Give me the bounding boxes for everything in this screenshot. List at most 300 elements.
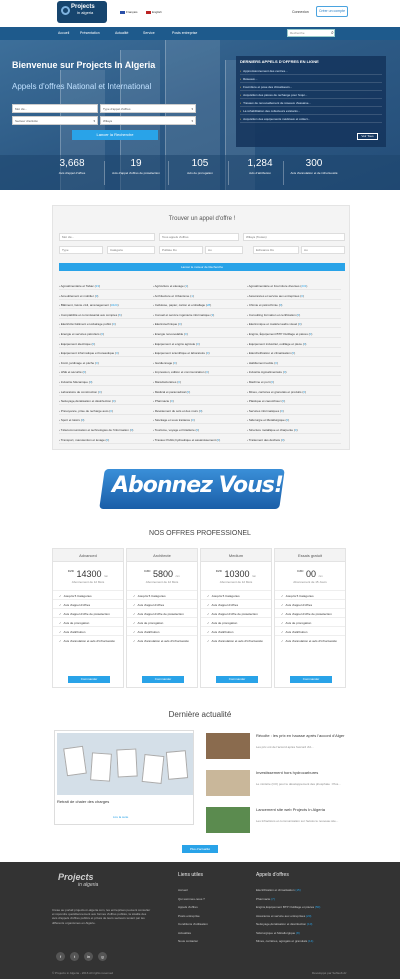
sector-link[interactable]: › Nettoyage,dératisation et désinfection (0)	[59, 397, 153, 405]
stat-number: 300	[305, 158, 323, 169]
sector-link[interactable]: › Sport et loisirs (0)	[59, 416, 153, 424]
sector-label: Télécommunication et technologies de l'information	[60, 428, 129, 432]
sector-count: 0	[192, 418, 194, 423]
news-excerpt: Le ministre (CO) pour le développement des phosphate : Plus...	[256, 782, 341, 786]
sector-link[interactable]: › Engins, Équipement BTP Outillage et pièces (0)	[247, 330, 341, 338]
latest-tenders-title: DERNIERS APPELS D'OFFRES EN LIGNE	[240, 59, 319, 64]
chevron-right-icon: ›	[153, 322, 155, 327]
sector-link[interactable]: › Electrotechnique (0)	[153, 320, 247, 328]
nav-accueil[interactable]: Accueil	[58, 31, 70, 35]
sector-label: Impression, édition et communication	[154, 370, 205, 375]
check-icon: ✓	[133, 594, 136, 598]
footer-useful-link[interactable]: Posts entreprise	[178, 913, 200, 918]
tender-item[interactable]	[240, 108, 382, 115]
sector-count: 0	[292, 351, 295, 356]
sector-link[interactable]: › Chimie et pétrochimie (0)	[247, 301, 341, 309]
offer-name: Essais gratuit	[275, 549, 345, 562]
side-news-item[interactable]	[206, 770, 346, 796]
chevron-right-icon: ›	[153, 284, 155, 288]
check-icon: ✓	[281, 639, 284, 643]
check-icon: ✓	[281, 594, 284, 598]
sector-link[interactable]: › HSE et sécurité (0)	[59, 368, 153, 376]
finder-search-button[interactable]: Lancer le moteur de Recherche	[59, 263, 345, 271]
developer-credit: Développé par Softsoft.dz	[312, 971, 347, 975]
news-title-link[interactable]: Investissement hors hydrocarbures	[256, 770, 319, 775]
offer-duration: Abonnement de 12 Mois	[71, 580, 105, 584]
order-button[interactable]: Commander	[216, 676, 258, 683]
chevron-right-icon: ›	[247, 303, 249, 308]
tender-item-label: Fourniture et pose des climatiseurs...	[243, 85, 293, 89]
offer-feature	[201, 599, 271, 608]
create-account-button[interactable]: Créer un compte	[316, 6, 348, 17]
sector-label: HSE et sécurité	[60, 370, 82, 375]
sector-link[interactable]: › Comptabilité et commissariat aux comptes (6)	[59, 311, 153, 319]
check-icon: ✓	[133, 630, 136, 634]
chevron-right-icon: ›	[247, 351, 249, 356]
chevron-right-icon: ›	[59, 322, 61, 327]
sector-count: 3	[95, 293, 98, 298]
linkedin-icon[interactable]: in	[84, 952, 93, 961]
sector-count: 0	[283, 370, 286, 375]
chevron-right-icon: ›	[247, 322, 249, 327]
offer-feature	[201, 635, 271, 644]
chevron-right-icon: ›	[59, 408, 61, 413]
feature-label: Avis de prorogation	[63, 621, 90, 625]
sector-label: Revêtement du sols et des murs	[154, 408, 198, 413]
bullet-icon: •	[240, 69, 242, 73]
side-news-item[interactable]	[206, 807, 346, 833]
footer-logo-sub: in algeria	[78, 882, 99, 888]
order-button[interactable]: Commander	[290, 676, 332, 683]
bullet-icon: •	[240, 77, 242, 81]
footer-tender-count: (14)	[308, 939, 314, 943]
finder-category-select[interactable]: Catégorie	[107, 246, 155, 254]
news-title-link[interactable]: Lancement site web Projects In Algeria	[256, 807, 325, 812]
offer-name: Advanced	[53, 549, 123, 562]
sector-link[interactable]: › Laboratoire de construction (0)	[59, 388, 153, 396]
sector-label: Conseil et service ingénierie informatique	[154, 312, 210, 317]
news-title-link[interactable]: Récolte : les prix en hausse après l'accord d'Alger	[256, 733, 345, 738]
stat-number: 19	[130, 158, 142, 169]
order-button[interactable]: Commander	[142, 676, 184, 683]
sector-link[interactable]: › Electricité bâtiment et éclairage public (0)	[59, 320, 153, 328]
price-value: 10300	[224, 569, 250, 579]
nav-actualite[interactable]: Actualité	[115, 31, 129, 35]
login-link[interactable]: Connexion	[292, 10, 309, 14]
chevron-right-icon: ›	[153, 303, 155, 308]
sector-label: Agroalimentaire et Fourniture diverses	[248, 284, 300, 288]
chevron-right-icon: ›	[153, 341, 155, 346]
offer-feature	[201, 617, 271, 626]
sector-link[interactable]: › Agroalimentaire et Tabac (23)	[59, 282, 153, 290]
sector-link[interactable]: › Agriculture et élevage (1)	[153, 282, 247, 290]
sector-count: 0	[196, 428, 199, 432]
offer-feature	[201, 590, 271, 599]
sector-link[interactable]: › Machine et port (0)	[247, 378, 341, 386]
sector-count: 0	[217, 437, 220, 442]
chevron-right-icon: ›	[153, 418, 155, 423]
sector-link[interactable]: › Transport, manutention et levage (0)	[59, 436, 153, 444]
main-nav	[0, 27, 400, 40]
sector-link[interactable]: › Ameublement et mobilier (3)	[59, 292, 153, 300]
facebook-icon[interactable]: f	[56, 952, 65, 961]
footer-tender-link[interactable]	[256, 931, 300, 935]
offer-feature	[275, 626, 345, 635]
offer-feature	[127, 608, 197, 617]
tender-item[interactable]	[240, 100, 382, 107]
offer-feature	[53, 635, 123, 644]
chevron-right-icon: ›	[153, 351, 155, 356]
sector-label: Machine et port	[248, 380, 270, 384]
chevron-down-icon: ▾	[191, 119, 193, 123]
sector-link[interactable]: › Electronique et matériel audio visuel (0)	[247, 320, 341, 328]
offer-feature	[53, 608, 123, 617]
sector-link[interactable]: › Tourisme, voyage et hôtellerie (0)	[153, 426, 247, 434]
sector-link[interactable]: › Sidérurgie et Métallurgique (0)	[247, 416, 341, 424]
currency: DZD	[67, 569, 74, 573]
feature-label: Jusqu'à 5 Catégories	[63, 594, 92, 598]
hero-search-button[interactable]: Lancer la Recherche	[72, 130, 158, 140]
chevron-right-icon: ›	[153, 428, 155, 432]
sector-link[interactable]: › Assurances et service aux entreprises (0)	[247, 292, 341, 300]
sector-label: Equipement et engins agricole	[154, 341, 196, 346]
bullet-icon: •	[240, 85, 242, 89]
sector-link[interactable]: › Energie et services pétroliers (0)	[59, 330, 153, 338]
check-icon: ✓	[59, 639, 62, 643]
sector-count: 0	[116, 351, 118, 356]
footer-tender-count: (50)	[315, 905, 321, 909]
check-icon: ✓	[59, 630, 62, 634]
stat-annulation	[284, 158, 344, 175]
sector-count: 231	[301, 284, 307, 288]
feature-label: Jusqu'à 5 Catégories	[285, 594, 314, 598]
lang-fr-label: Français	[126, 10, 138, 14]
stat-label: Avis d'appel d'offres	[58, 171, 86, 175]
footer-description: Créée au portail projects-in-algeria.com, les entreprises peuvent consulter et répondre quotidiennement aux formes d'offres publiés, la totalité des avis d'appels d'offres publics et privés de leurs secteurs tenant par les différents organismes en Algérie.	[52, 908, 151, 925]
footer-useful-link[interactable]: Nous contacter	[178, 939, 199, 943]
feature-label: Avis d'annulation et avis d'infructuosité	[211, 639, 263, 643]
tender-item[interactable]	[240, 84, 382, 91]
lang-en-link[interactable]	[146, 10, 162, 14]
sector-count: 0	[301, 293, 303, 298]
tender-item[interactable]	[240, 76, 382, 83]
chevron-right-icon: ›	[247, 284, 249, 288]
footer	[0, 862, 400, 979]
chevron-right-icon: ›	[247, 437, 249, 442]
sector-count: 0	[187, 389, 190, 394]
sector-label: Mines, carrières et granulats et produits	[248, 389, 302, 394]
sector-link[interactable]: › Télécommunication et technologies de l'information (0)	[59, 426, 153, 434]
sector-link[interactable]: › Industrie Agroalimentaire (0)	[247, 368, 341, 376]
chevron-right-icon: ›	[247, 418, 249, 423]
feature-label: Avis d'attribution	[137, 630, 160, 634]
sector-label: Equipement informatique et bureautique	[60, 351, 115, 356]
sector-link[interactable]: › Stockage et sous traitance (0)	[153, 416, 247, 424]
sector-count: 0	[303, 389, 306, 394]
twitter-icon[interactable]: t	[70, 952, 79, 961]
footer-tender-link[interactable]	[256, 914, 311, 918]
news-excerpt: Les prix ont de l'accord après l'accord d'A...	[256, 745, 314, 749]
main-news-card[interactable]	[54, 730, 194, 825]
chevron-right-icon: ›	[153, 380, 155, 384]
sector-link[interactable]: › Forêt, jardinage et pêche (0)	[59, 359, 153, 367]
keyword-placeholder: Mot clé...	[15, 107, 28, 111]
footer-tender-count: (20)	[306, 913, 312, 918]
subscribe-banner[interactable]	[102, 463, 298, 513]
sector-select-label: Secteur d'activité	[15, 119, 38, 123]
finder-due-from-input[interactable]: Echéance Du	[253, 246, 299, 254]
keyword-input[interactable]	[12, 104, 98, 113]
footer-tender-label: Pharmacie	[256, 896, 271, 901]
stat-number: 105	[191, 158, 209, 169]
feature-label: Avis de prorogation	[137, 621, 164, 625]
divider	[168, 161, 169, 185]
sector-link[interactable]: › Architecture et Urbanisme (1)	[153, 292, 247, 300]
google-icon[interactable]: g	[98, 952, 107, 961]
chevron-right-icon: ›	[247, 428, 249, 432]
feature-label: Avis d'annulation et avis d'infructuosité	[63, 639, 115, 643]
sector-count: 0	[112, 399, 115, 404]
finder-type-select[interactable]: Tous appels d'offres	[159, 233, 239, 241]
sector-link[interactable]: › Energie renouvelable (0)	[153, 330, 247, 338]
chevron-right-icon: ›	[59, 351, 61, 356]
flag-fr-icon	[120, 11, 125, 14]
sector-label: Industrie Mécanique	[60, 380, 88, 384]
finder-keyword-input[interactable]: Mot clé...	[59, 233, 155, 241]
document-icon	[90, 752, 112, 781]
sector-label: Comptabilité et commissariat aux comptes	[60, 312, 118, 317]
finder-due-to-input[interactable]: Au	[301, 246, 345, 254]
sector-link[interactable]: › Prévoyance, prise de recharge auto (0)	[59, 407, 153, 415]
sector-link[interactable]: › Conseil et service ingénierie informatique (3)	[153, 311, 247, 319]
site-logo[interactable]	[57, 1, 107, 23]
footer-tender-link[interactable]	[256, 905, 320, 909]
sector-link[interactable]: › Equipement scientifique et laboratoire (0)	[153, 349, 247, 357]
sector-link[interactable]: › Cellulose, papier, carton et emballage (28)	[153, 301, 247, 309]
sector-link[interactable]: › Traitement des déchets (0)	[247, 436, 341, 444]
sector-link[interactable]: › Industrie Mécanique (0)	[59, 378, 153, 386]
footer-tender-link[interactable]	[256, 888, 301, 892]
footer-useful-link[interactable]: Appels d'offres	[178, 905, 198, 909]
more-news-button[interactable]: Plus d'actualité	[182, 845, 218, 853]
offer-name: Medium	[201, 549, 271, 562]
document-icon	[166, 750, 188, 780]
sector-label: Electricité bâtiment et éclairage public	[60, 322, 112, 327]
nav-service[interactable]: Service	[143, 31, 155, 35]
finder-wilaya-select[interactable]: Wilaya (Toutes)	[243, 233, 345, 241]
chevron-right-icon: ›	[247, 293, 249, 298]
footer-tender-link[interactable]	[256, 897, 275, 901]
sector-select[interactable]	[12, 116, 98, 125]
nav-posts[interactable]: Posts entreprise	[172, 31, 198, 35]
sector-link[interactable]: › Consulting formation et certification (0)	[247, 311, 341, 319]
offer-price	[127, 562, 197, 579]
price-unit: /an	[252, 574, 257, 578]
sector-label: Electronique et matériel audio visuel	[248, 322, 298, 327]
sector-link[interactable]: › Equipement électrique (0)	[59, 340, 153, 348]
sector-link[interactable]: › Plastique et caoutchouc (0)	[247, 397, 341, 405]
sector-label: Pharmacie	[154, 399, 170, 404]
footer-useful-link[interactable]: Accueil	[178, 888, 188, 892]
sector-count: 0	[179, 322, 181, 327]
sector-link[interactable]: › Equipement informatique et bureautique (0)	[59, 349, 153, 357]
hero-subtitle: Appels d'offres National et International	[12, 82, 152, 91]
sector-count: 28	[206, 303, 211, 308]
lang-fr-link[interactable]	[120, 10, 138, 14]
sector-link[interactable]: › Impression, édition et communication (0)	[153, 368, 247, 376]
sector-label: Sport et loisirs	[60, 418, 80, 423]
bullet-icon: •	[240, 93, 242, 97]
side-news-item[interactable]	[206, 733, 346, 759]
finder-title: Trouver un appel d'offre !	[168, 216, 236, 222]
sector-label: Bâtiment, Génie civil, aménagement	[60, 303, 110, 308]
sector-label: Consulting formation et certification	[248, 312, 296, 317]
type-select[interactable]	[100, 104, 196, 113]
chevron-right-icon: ›	[153, 389, 155, 394]
news-thumbnail	[206, 770, 250, 796]
sector-label: Engins, Équipement BTP Outillage et pièces	[248, 332, 308, 336]
footer-logo-main: Projects	[58, 872, 94, 882]
chevron-right-icon: ›	[153, 399, 155, 404]
news-excerpt: Les Infractions et communication sur l'accès le nouveau site...	[256, 819, 339, 823]
sector-link[interactable]: › Structure métallique et charpente (0)	[247, 426, 341, 434]
wilaya-select-label: Wilaya	[103, 119, 113, 123]
chevron-right-icon: ›	[247, 341, 249, 346]
chevron-right-icon: ›	[59, 437, 61, 442]
sector-count: 0	[81, 418, 84, 423]
chevron-right-icon: ›	[153, 408, 155, 413]
sector-label: Electrotechnique	[154, 322, 178, 327]
footer-tender-link[interactable]	[256, 922, 312, 926]
order-button[interactable]: Commander	[68, 676, 110, 683]
tender-item-label: Travaux de renouvellement de réseaux d'assaine...	[243, 101, 311, 105]
sector-link[interactable]: › Revêtement du sols et des murs (0)	[153, 407, 247, 415]
sector-label: Chimie et pétrochimie	[248, 303, 278, 308]
footer-tender-label: Engins,Equipement BTP Outillage et pièces	[256, 905, 315, 909]
footer-useful-link[interactable]: Actualités	[178, 930, 192, 935]
tender-item[interactable]	[240, 68, 382, 75]
sector-link[interactable]: › Manufacturières (0)	[153, 378, 247, 386]
logo-main: Projects	[71, 4, 95, 10]
chevron-right-icon: ›	[59, 399, 61, 404]
tender-item[interactable]	[240, 92, 382, 99]
sector-link[interactable]: › Equipement industriel, outillage et pièce (0)	[247, 340, 341, 348]
chevron-right-icon: ›	[247, 380, 249, 384]
chevron-right-icon: ›	[59, 284, 61, 288]
sector-count: 0	[106, 437, 109, 442]
sector-link[interactable]: › Mines, carrières et granulats et produits (0)	[247, 388, 341, 396]
footer-useful-link[interactable]: Qui sommes-nous ?	[178, 896, 205, 901]
offer-price	[275, 562, 345, 579]
sector-count: 1	[191, 293, 193, 298]
tender-item-label: Réseaux...	[243, 77, 258, 81]
offer-duration: Abonnement de 15 Jours	[293, 580, 327, 584]
footer-tender-label: Mines, carrières, agrégats et granulats	[256, 939, 308, 943]
sector-link[interactable]: › Médical et paramédical (0)	[153, 388, 247, 396]
footer-tender-count: (7)	[271, 896, 275, 901]
sector-label: Gardiennage	[154, 360, 173, 365]
offer-feature	[53, 626, 123, 635]
offer-feature	[275, 599, 345, 608]
sector-count: 3424	[110, 303, 118, 308]
offer-feature	[53, 590, 123, 599]
sector-count: 3	[211, 312, 214, 317]
logo-mark-icon	[61, 6, 70, 15]
search-icon[interactable]: ⌕	[331, 30, 334, 36]
finder-pub-to-input[interactable]: Au	[205, 246, 243, 254]
nav-presentation[interactable]: Présentation	[80, 31, 100, 35]
sector-count: 0	[206, 370, 208, 375]
sector-count: 0	[286, 418, 289, 423]
sector-link[interactable]: › Bâtiment, Génie civil, aménagement (3424)	[59, 301, 153, 309]
sector-count: 0	[89, 380, 92, 384]
footer-tender-link[interactable]	[256, 939, 313, 943]
tender-item-label: Acquisition des équipements médicaux et collect...	[243, 117, 311, 121]
feature-label: Avis d'appel d'offres	[211, 603, 239, 607]
check-icon: ✓	[133, 639, 136, 643]
chevron-right-icon: ›	[153, 370, 155, 375]
check-icon: ✓	[207, 630, 210, 634]
sector-link[interactable]: › Etanchéification et climatisation (0)	[247, 349, 341, 357]
read-more-link[interactable]: Lire la suite	[113, 815, 129, 819]
sector-link[interactable]: › Services informatiques (0)	[247, 407, 341, 415]
sector-label: Agroalimentaire et Tabac	[60, 284, 94, 288]
chevron-right-icon: ›	[59, 332, 61, 336]
sector-count: 0	[206, 351, 209, 356]
sector-link[interactable]: › Travaux Public,hydraulique et assainissement (0)	[153, 436, 247, 444]
offer-price	[201, 562, 271, 579]
footer-tender-count: (15)	[295, 888, 301, 892]
footer-useful-link[interactable]: Conditions d'utilisation	[178, 922, 208, 926]
footer-tender-count: (8)	[296, 930, 300, 935]
view-all-tenders-button[interactable]: Voir Tous	[357, 133, 378, 140]
sector-link[interactable]: › Pharmacie (0)	[153, 397, 247, 405]
offer-feature	[275, 608, 345, 617]
feature-label: Avis d'annulation et avis d'infructuosité	[285, 639, 337, 643]
sector-link[interactable]: › Equipement et engins agricole (0)	[153, 340, 247, 348]
sector-label: Etanchéification et climatisation	[248, 351, 291, 356]
check-icon: ✓	[281, 630, 284, 634]
subscribe-banner-logo: Abonnez Vous!	[112, 473, 283, 498]
sector-count: 0	[282, 399, 285, 404]
sector-label: Laboratoire de construction	[60, 389, 98, 394]
chevron-right-icon: ›	[59, 428, 61, 432]
stat-label: Avis d'annulation et de infructuosité	[290, 171, 338, 175]
sector-link[interactable]: › Agroalimentaire et Fourniture diverses (231)	[247, 282, 341, 290]
chevron-right-icon: ›	[247, 389, 249, 394]
nav-search-input[interactable]: Recherche	[287, 29, 335, 37]
bullet-icon: •	[240, 117, 242, 121]
feature-label: Avis d'appel d'offre de présélection	[137, 612, 184, 616]
tender-item[interactable]	[240, 116, 382, 123]
sector-link[interactable]: › Gardiennage (0)	[153, 359, 247, 367]
offer-card	[274, 548, 346, 688]
sector-count: 0	[83, 370, 86, 375]
feature-label: Avis d'attribution	[63, 630, 86, 634]
feature-label: Avis de prorogation	[285, 621, 312, 625]
finder-pub-from-input[interactable]: Publiée Du	[159, 246, 203, 254]
wilaya-select[interactable]	[100, 116, 196, 125]
sector-link[interactable]: › Habillement textile (0)	[247, 359, 341, 367]
sector-count: 0	[294, 428, 297, 432]
divider	[104, 161, 105, 185]
stat-offers	[42, 158, 102, 175]
finder-type2-select[interactable]: Type	[59, 246, 103, 254]
stat-prorogation	[170, 158, 230, 175]
chevron-right-icon: ›	[59, 341, 61, 346]
offer-feature	[127, 599, 197, 608]
currency: DZD	[297, 569, 304, 573]
